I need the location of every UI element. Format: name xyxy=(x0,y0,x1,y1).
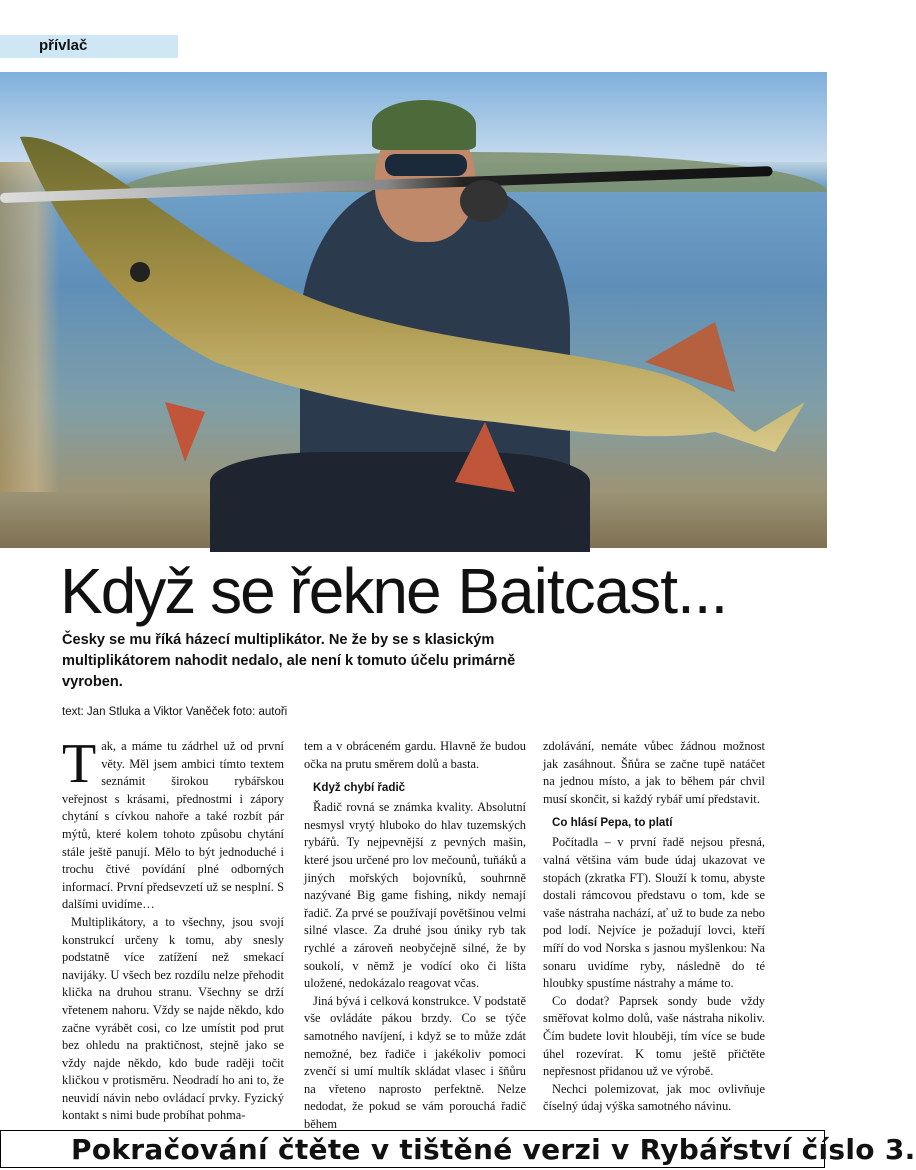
paragraph: Jiná bývá i celková konstrukce. V podstatě vše ovládáte pákou brzdy. Co se týče samotného navíjení, i když se to může zdát nemožné, bez řadiče i jakékoliv pomoci zvenčí si umí multík skládat vlasec i šňůru na vřeteno naprosto perfektně. Nelze nedodat, že pokud se vám porouchá řadič během xyxy=(304,993,526,1131)
section-tag xyxy=(0,35,178,58)
paragraph: zdolávání, nemáte vůbec žádnou možnost jak zasáhnout. Šňůra se začne tupě natáčet na jednou místo, a jak to během pár chvil musí skončit, si každý rybář umí představit. xyxy=(543,739,765,806)
subheading: Když chybí řadič xyxy=(313,781,406,795)
paragraph: Co dodat? Paprsek sondy bude vždy směřovat kolmo dolů, vaše nástraha nikoliv. Čím budete lovit hlouběji, tím více se bude úhel rozevírat. K tomu ještě přičtěte nepřesnost přidanou už ve výrobě. xyxy=(543,993,765,1079)
continuation-banner xyxy=(0,1130,916,1168)
text-column-3 xyxy=(543,738,765,1116)
paragraph: Nechci polemizovat, jak moc ovlivňuje číselný údaj výška samotného návinu. xyxy=(543,1081,765,1114)
article-headline xyxy=(60,553,727,629)
paragraph: Multiplikátory, a to všechny, jsou svojí konstrukcí určeny k tomu, aby snesly podstatně více zatížení než smekací navijáky. U všech bez rozdílu nelze přehodit klička na druhou stranu. Všechny se drží vřetenem nahoru. Vždy se najde někdo, kdo začne vyrábět cosi, co lze umístit pod prut bez ohledu na praktičnost, stejně jako se vždy najde někdo, kdo bude raději točit kličkou v protisměru. Neodradí ho ani to, že neuvidí návin nebo ovládací prvky. Fyzický kontakt s nimi bude probíhat pohma- xyxy=(62,914,284,1123)
article-credits: text: Jan Stluka a Viktor Vaněček foto: autoři xyxy=(62,706,288,718)
baitcast-reel xyxy=(460,180,508,222)
headline-thin: Když se řekne xyxy=(60,555,440,627)
paragraph: Tak, a máme tu zádrhel už od první věty. Měl jsem ambici tímto textem seznámit širokou rybářskou veřejnost s krásami, přednostmi i zápory chytání s cívkou nahoře a také rozbít pár mýtů, které kolem tohoto způsobu chytání stále ještě panují. Mělo to být jednoduché i trochu čtivé povídání plné odborných informací. První předsevzetí už se nesplní. S dalšími uvidíme… xyxy=(62,733,284,912)
section-tag-label: přívlač xyxy=(39,37,88,54)
continuation-text: Pokračování čtěte v tištěné verzi v Rybářství číslo 3. xyxy=(71,1133,916,1166)
paragraph: Řadič rovná se známka kvality. Absolutní nesmysl vrytý hluboko do hlav tuzemských rybářů. Ty nejpevnější z pevných mašin, které jsou určené pro lov mečounů, tuňáků a jiných mořských bojovníků, souhrnně nazývané Big game fishing, nikdy nemají řadič. Za prvé se používají povětšinou velmi silné vlasce. Za druhé jsou úniky ryb tak rychlé a zároveň neobyčejně silné, že by soukolí, v němž je vodící oko či lišta uložené, nedokázalo reagovat včas. xyxy=(304,800,526,991)
hero-photo xyxy=(0,72,827,548)
drop-cap: T xyxy=(62,733,97,795)
subheading: Co hlásí Pepa, to platí xyxy=(552,816,673,830)
paragraph: Počítadla – v první řadě nejsou přesná, valná většina vám bude údaj ukazovat ve stopách (zkratka FT). Slouží k tomu, abyste dostali rámcovou představu o tom, kde se vaše nástraha nachází, ať už to bude za nebo pod lodí. Nejvíce je požadují lovci, kteří míří do vod Norska s jasnou myšlenkou: Na sonaru uvidíme ryby, následně do té hloubky spustíme nástrahy a máme to. xyxy=(543,835,765,991)
article-lead: Česky se mu říká házecí multiplikátor. Ne že by se s klasickým multiplikátorem nahodit nedalo, ale není k tomuto účelu primárně vyroben. xyxy=(62,632,516,690)
paragraph: tem a v obráceném gardu. Hlavně že budou očka na prutu směrem dolů a basta. xyxy=(304,739,526,771)
text-column-1 xyxy=(62,733,284,1125)
text-column-2 xyxy=(304,738,526,1133)
headline-bold: Baitcast... xyxy=(457,555,728,627)
